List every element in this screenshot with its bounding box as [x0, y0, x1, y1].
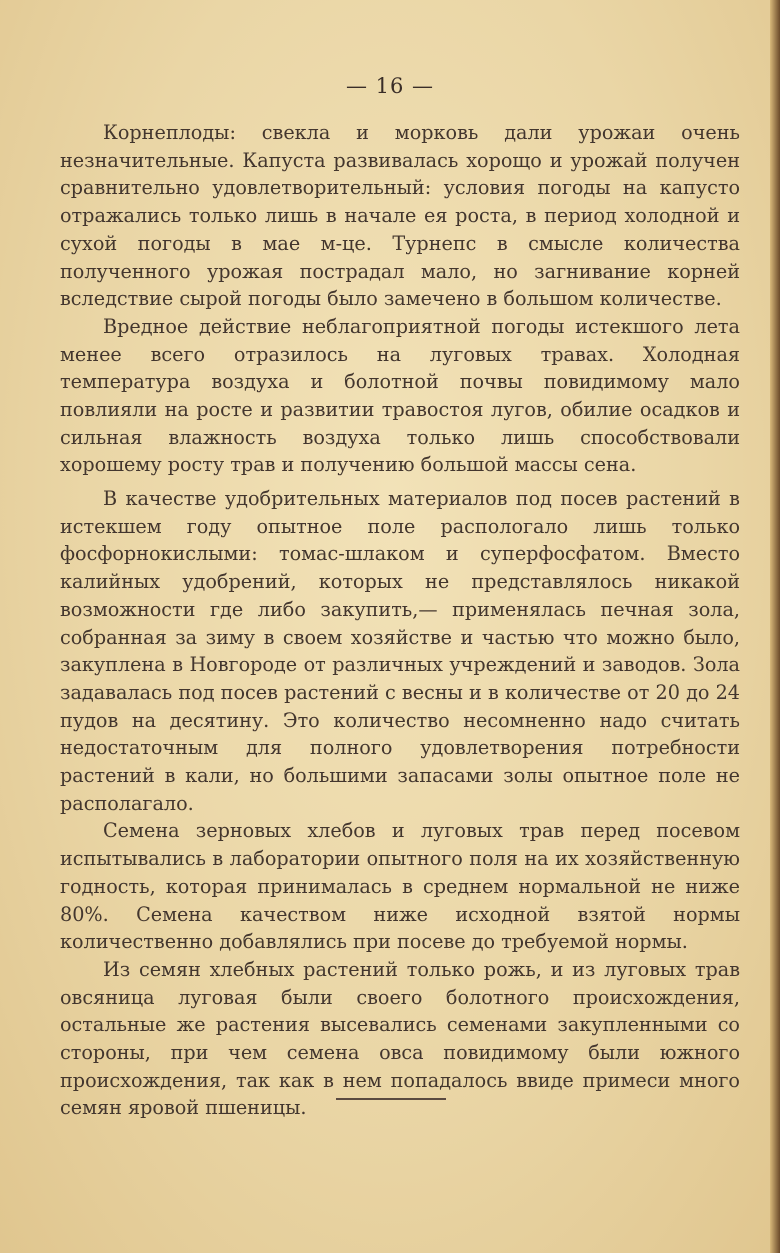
- page-number: — 16 —: [345, 74, 435, 98]
- page-edge: [770, 0, 780, 1253]
- text-block-1: [60, 119, 740, 479]
- section-divider: [336, 1098, 446, 1100]
- paragraph-meadow-grasses: Вредное действие неблагоприятной погоды истекшого лета менее всего отразилось на луговых травах. Холодная температура воздуха и болотной почвы повидимому мало повлияли на росте и развитии травостоя лугов, обилие осадков и сильная влажность воздуха только лишь способствовали хорошему росту трав и получению большой массы сена.: [60, 314, 740, 477]
- paragraph-root-crops: Корнеплоды: свекла и морковь дали урожаи очень незначительные. Капуста развивалась хорощо и урожай получен сравнительно удовлетворительный: условия погоды на капусто отражались только лишь в начале ея роста, в период холодной и сухой погоды в мае м-це. Турнепс в смысле количества полученного урожая пострадал мало, но загнивание корней вследствие сырой погоды было замечено в большом количестве.: [60, 121, 740, 311]
- paragraph-fertilizers: В качестве удобрительных материалов под посев растений в истекшем году опытное поле распологало лишь только фосфорнокислыми: томас-шлаком и суперфосфатом. Вместо калийных удобрений, которых не представлялось никакой возможности где либо закупить,— применялась печная зола, собранная за зиму в своем хозяйстве и частью что можно было, закуплена в Новгороде от различных учреждений и заводов. Зола задавалась под посев растений с весны и в количестве от 20 до 24 пудов на десятину. Это количество несомненно надо считать недостаточным для полного удовлетворения потребности растений в кали, но большими запасами золы опытное поле не располагало.: [60, 487, 740, 815]
- paragraph-seed-origin: Из семян хлебных растений только рожь, и из луговых трав овсяница луговая были своего болотного происхождения, остальные же растения высевались семенами закупленными со стороны, при чем семена овса повидимому были южного происхождения, так как в нем попадалось ввиде примеси много семян яровой пшеницы.: [60, 957, 740, 1120]
- paragraph-seed-testing: Семена зерновых хлебов и луговых трав перед посевом испытывались в лаборатории опытного поля на их хозяйственную годность, которая принималась в среднем нормальной не ниже 80%. Семена качеством ниже исходной взятой нормы количественно добавлялись при посеве до требуемой нормы.: [60, 819, 740, 954]
- text-block-2: [60, 485, 740, 1122]
